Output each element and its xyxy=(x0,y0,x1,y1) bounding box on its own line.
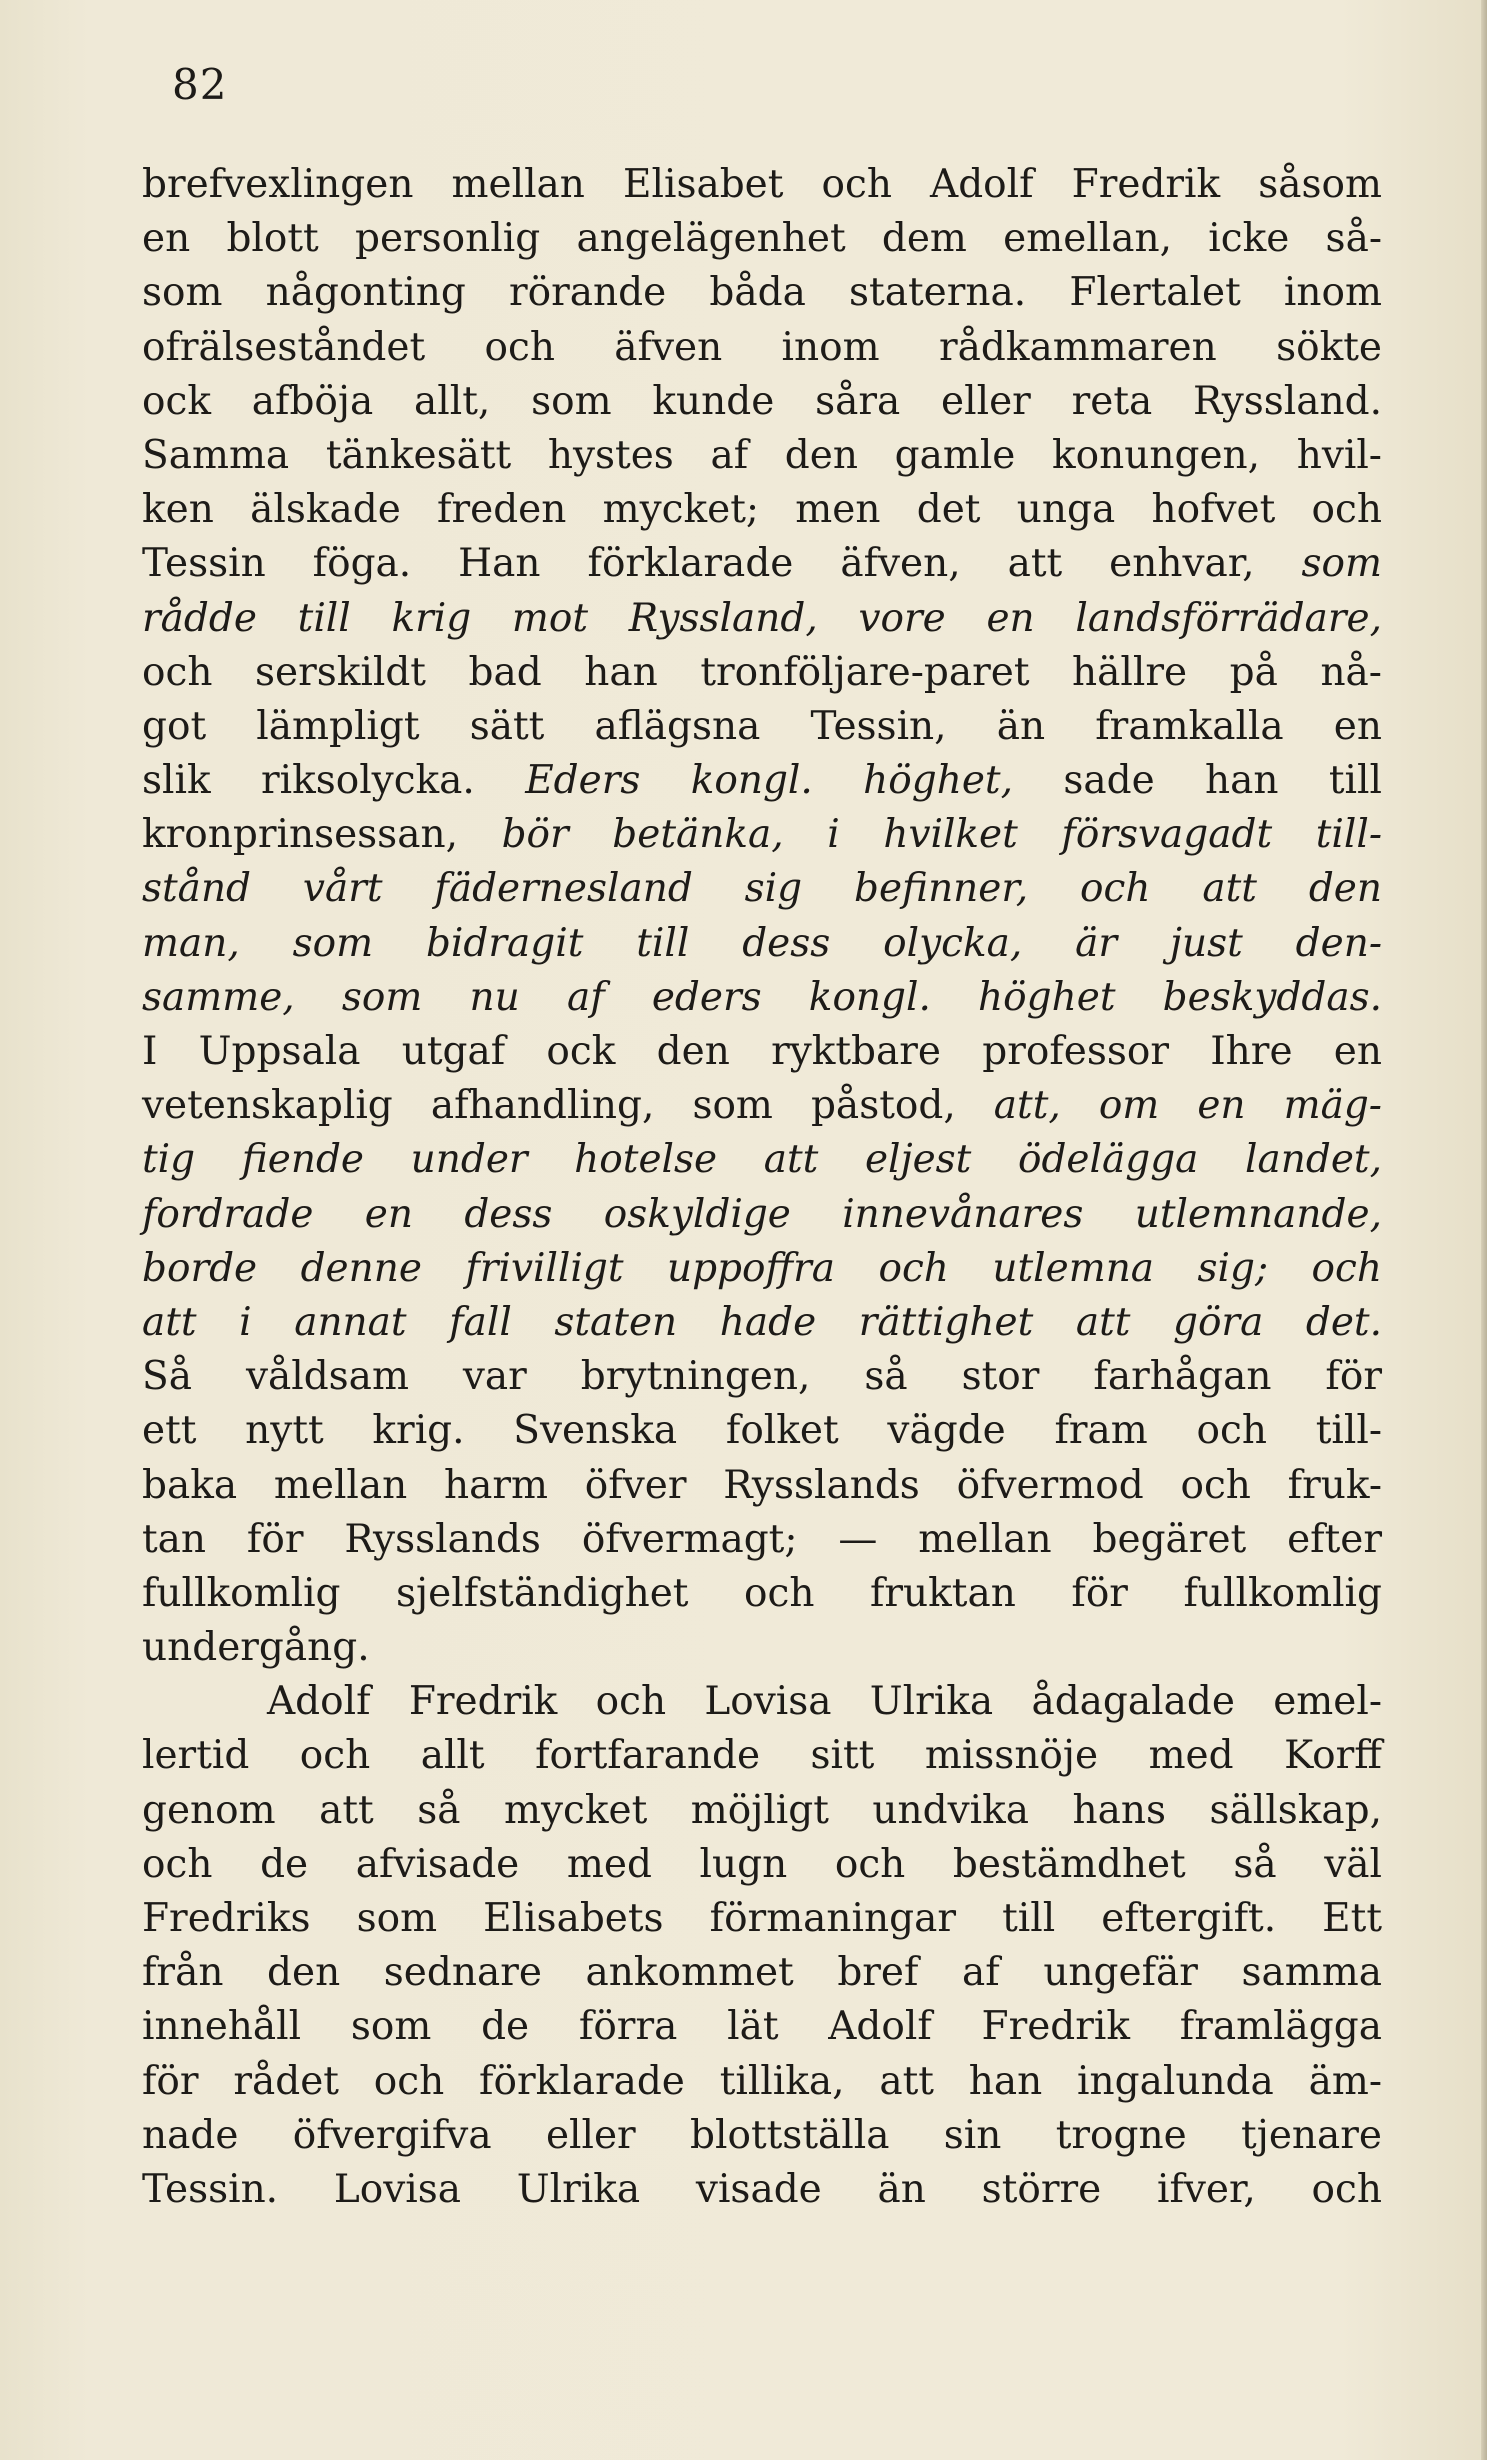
page-number: 82 xyxy=(172,60,228,109)
text-line xyxy=(142,266,1382,320)
text-segment: vetenskaplig afhandling, som påstod, xyxy=(142,1083,994,1129)
text-segment: ock afböja allt, som kunde såra eller reta Ryssland. xyxy=(142,378,1382,424)
text-segment: I Uppsala utgaf ock den ryktbare professor Ihre en xyxy=(142,1029,1382,1074)
italic-text: tig fiende under hotelse att eljest ödelägga landet, xyxy=(142,1137,1382,1183)
text-segment: nade öfvergifva eller blottställa sin trogne tjenare xyxy=(142,2112,1382,2158)
text-segment: och serskildt bad han tronföljare-paret hällre på nå- xyxy=(142,649,1382,695)
text-line xyxy=(142,700,1382,754)
text-line xyxy=(142,1784,1382,1838)
italic-text: att i annat fall staten hade rättighet att göra det. xyxy=(142,1299,1382,1345)
text-line xyxy=(142,1188,1382,1242)
text-segment: tan för Rysslands öfvermagt; — mellan begäret efter xyxy=(142,1516,1382,1562)
text-segment: ofrälseståndet och äfven inom rådkammaren sökte xyxy=(142,324,1382,370)
text-segment: för rådet och förklarade tillika, att han ingalunda äm- xyxy=(142,2058,1382,2104)
text-line xyxy=(142,1567,1382,1621)
italic-text: som xyxy=(1301,541,1382,587)
text-line xyxy=(142,1242,1382,1296)
text-line xyxy=(142,2000,1382,2054)
text-line xyxy=(142,158,1382,212)
text-segment: ken älskade freden mycket; men det unga hofvet och xyxy=(142,487,1382,533)
text-line xyxy=(142,1079,1382,1133)
text-segment: genom att så mycket möjligt undvika hans sällskap, xyxy=(142,1787,1382,1833)
text-segment: lertid och allt fortfarande sitt missnöje med Korff xyxy=(142,1733,1382,1779)
text-segment: en blott personlig angelägenhet dem emellan, icke så- xyxy=(142,216,1382,262)
text-line xyxy=(142,862,1382,916)
text-line xyxy=(142,537,1382,591)
text-line xyxy=(142,1459,1382,1513)
text-line xyxy=(142,1892,1382,1946)
text-line xyxy=(142,1404,1382,1458)
text-segment: och de afvisade med lugn och bestämdhet så väl xyxy=(142,1841,1382,1887)
text-line xyxy=(142,592,1382,646)
text-segment: sade han till xyxy=(1013,758,1382,804)
text-segment: Så våldsam var brytningen, så stor farhågan för xyxy=(142,1354,1382,1400)
text-line xyxy=(142,646,1382,700)
text-line xyxy=(142,483,1382,537)
text-line xyxy=(142,2055,1382,2109)
text-segment: Tessin föga. Han förklarade äfven, att enhvar, xyxy=(142,541,1302,587)
text-segment: Samma tänkesätt hystes af den gamle konungen, hvil- xyxy=(142,432,1382,478)
italic-text: fordrade en dess oskyldige innevånares utlemnande, xyxy=(142,1191,1382,1237)
text-segment: got lämpligt sätt aflägsna Tessin, än framkalla en xyxy=(142,703,1382,749)
text-line xyxy=(142,429,1382,483)
text-line xyxy=(142,2163,1382,2217)
text-line xyxy=(142,1729,1382,1783)
text-segment: undergång. xyxy=(142,1625,370,1671)
text-segment: brefvexlingen mellan Elisabet och Adolf Fredrik såsom xyxy=(142,162,1382,207)
text-line xyxy=(142,971,1382,1025)
text-line xyxy=(142,321,1382,375)
text-line xyxy=(142,1838,1382,1892)
text-segment: från den sednare ankommet bref af ungefär samma xyxy=(142,1950,1382,1996)
text-line xyxy=(142,375,1382,429)
text-line xyxy=(142,1946,1382,2000)
text-segment: Tessin. Lovisa Ulrika visade än större ifver, och xyxy=(142,2166,1382,2212)
body-text xyxy=(142,158,1382,2217)
italic-text: bör betänka, i hvilket försvagadt till- xyxy=(501,812,1382,858)
page-edge xyxy=(1481,0,1487,2460)
text-line xyxy=(142,212,1382,266)
text-line xyxy=(142,1513,1382,1567)
italic-text: stånd vårt fädernesland sig befinner, och att den xyxy=(142,866,1382,912)
italic-text: Eders kongl. höghet, xyxy=(525,758,1013,804)
text-line xyxy=(142,1621,1382,1675)
italic-text: borde denne frivilligt uppoffra och utlemna sig; och xyxy=(142,1245,1382,1291)
text-segment: Adolf Fredrik och Lovisa Ulrika ådagalade emel- xyxy=(267,1679,1382,1725)
text-line xyxy=(142,1350,1382,1404)
text-segment: fullkomlig sjelfständighet och fruktan för fullkomlig xyxy=(142,1570,1382,1616)
text-segment: innehåll som de förra lät Adolf Fredrik framlägga xyxy=(142,2004,1382,2050)
text-segment: Fredriks som Elisabets förmaningar till eftergift. Ett xyxy=(142,1896,1382,1941)
text-line xyxy=(142,2109,1382,2163)
text-segment: kronprinsessan, xyxy=(142,812,502,858)
text-line xyxy=(142,917,1382,971)
text-segment: som någonting rörande båda staterna. Flertalet inom xyxy=(142,270,1382,316)
text-line xyxy=(142,754,1382,808)
italic-text: man, som bidragit till dess olycka, är just den- xyxy=(142,920,1382,966)
text-segment: slik riksolycka. xyxy=(142,758,526,804)
text-line xyxy=(142,1025,1382,1079)
italic-text: samme, som nu af eders kongl. höghet beskyddas. xyxy=(142,974,1382,1020)
italic-text: rådde till krig mot Ryssland, vore en landsförrädare, xyxy=(142,595,1382,641)
text-line xyxy=(142,808,1382,862)
text-line xyxy=(142,1133,1382,1187)
text-line xyxy=(142,1296,1382,1350)
text-segment: ett nytt krig. Svenska folket vägde fram och till- xyxy=(142,1408,1382,1454)
text-segment: baka mellan harm öfver Rysslands öfvermod och fruk- xyxy=(142,1462,1382,1508)
italic-text: att, om en mäg- xyxy=(993,1083,1382,1129)
text-line xyxy=(142,1675,1382,1729)
